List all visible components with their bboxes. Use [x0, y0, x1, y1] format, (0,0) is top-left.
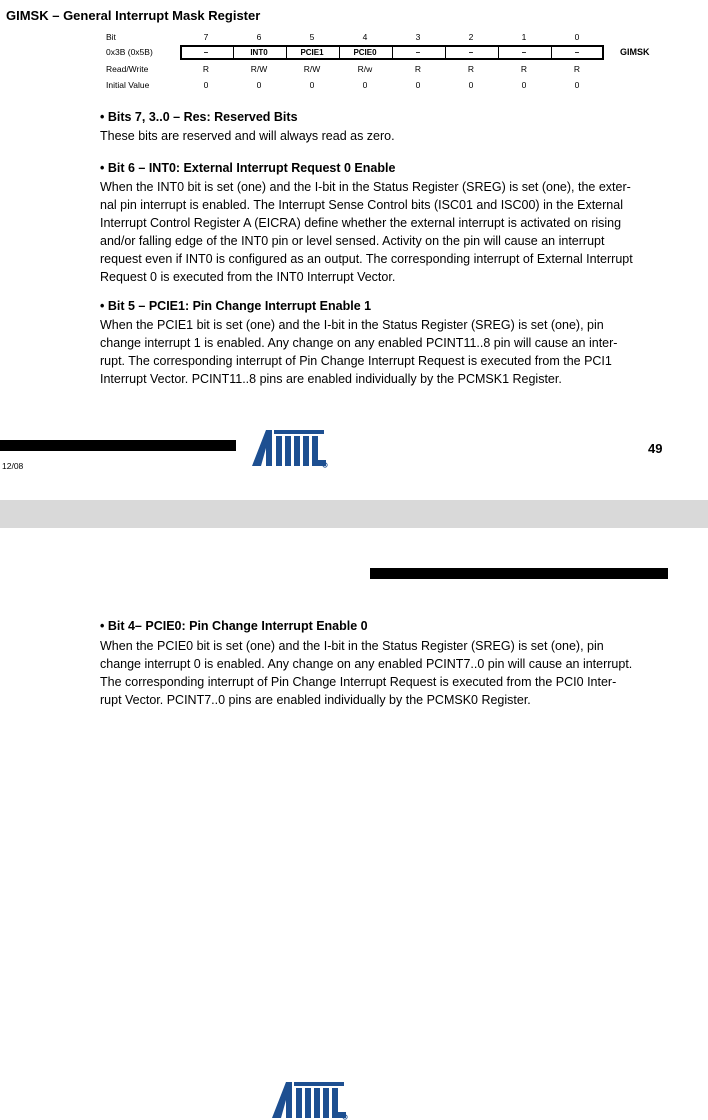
bit-initial-value: 0 — [574, 80, 580, 90]
bit-name: – — [574, 48, 580, 57]
bit-access: R/W — [303, 64, 321, 74]
text-line: request even if INT0 is configured as an output. The corresponding interrupt of External Interrupt — [100, 252, 633, 266]
bit-initial-value: 0 — [256, 80, 262, 90]
register-name: GIMSK — [620, 47, 650, 57]
bit-number: 0 — [574, 32, 580, 42]
text-line: When the PCIE1 bit is set (one) and the I-bit in the Status Register (SREG) is set (one), pin — [100, 318, 604, 332]
register-row-label: Initial Value — [106, 80, 150, 90]
section-title: GIMSK – General Interrupt Mask Register — [6, 8, 261, 23]
bit-initial-value: 0 — [415, 80, 421, 90]
bit5-text — [100, 316, 664, 388]
bit-initial-value: 0 — [362, 80, 368, 90]
footer-date: 12/08 — [2, 461, 24, 471]
text-line: rupt Vector. PCINT7..0 pins are enabled individually by the PCMSK0 Register. — [100, 693, 531, 707]
bit-access: R — [414, 64, 422, 74]
text-line: and/or falling edge of the INT0 pin or level sensed. Activity on the pin will cause an interrupt — [100, 234, 605, 248]
bit-access: R — [520, 64, 528, 74]
bit-access: R — [467, 64, 475, 74]
text-line: change interrupt 0 is enabled. Any change on any enabled PCINT7..0 pin will cause an interrupt. — [100, 657, 633, 671]
text-line: nal pin interrupt is enabled. The Interrupt Sense Control bits (ISC01 and ISC00) in the External — [100, 198, 623, 212]
text-line: Interrupt Control Register A (EICRA) define whether the external interrupt is activated on rising — [100, 216, 622, 230]
reserved-bits-text — [100, 127, 664, 145]
bit-number: 7 — [203, 32, 209, 42]
bit-name: – — [415, 48, 421, 57]
register-row-label: Bit — [106, 32, 116, 42]
text-line: When the PCIE0 bit is set (one) and the I-bit in the Status Register (SREG) is set (one), pin — [100, 639, 604, 653]
text-line: When the INT0 bit is set (one) and the I-bit in the Status Register (SREG) is set (one), the exter- — [100, 180, 631, 194]
text-line: change interrupt 1 is enabled. Any change on any enabled PCINT11..8 pin will cause an inter- — [100, 336, 618, 350]
atmel-logo — [272, 1082, 348, 1120]
bit6-heading: • Bit 6 – INT0: External Interrupt Request 0 Enable — [100, 161, 396, 175]
footer-rule — [0, 440, 236, 451]
bit-number: 3 — [415, 32, 421, 42]
bit4-heading: • Bit 4– PCIE0: Pin Change Interrupt Enable 0 — [100, 619, 368, 633]
header-rule — [370, 568, 668, 579]
bit5-heading: • Bit 5 – PCIE1: Pin Change Interrupt Enable 1 — [100, 299, 372, 313]
bit-name: PCIE0 — [353, 48, 377, 57]
bit-number: 5 — [309, 32, 315, 42]
reserved-bits-heading: • Bits 7, 3..0 – Res: Reserved Bits — [100, 110, 298, 124]
register-row-label: Read/Write — [106, 64, 149, 74]
bit-number: 6 — [256, 32, 262, 42]
text-line: These bits are reserved and will always read as zero. — [100, 129, 395, 143]
bit4-text — [100, 637, 664, 709]
bit-access: R/W — [250, 64, 268, 74]
text-line: Request 0 is executed from the INT0 Interrupt Vector. — [100, 270, 396, 284]
bit-access: R — [202, 64, 210, 74]
bit-number: 4 — [362, 32, 368, 42]
bit-name: – — [521, 48, 527, 57]
page-number: 49 — [648, 441, 663, 456]
text-line: Interrupt Vector. PCINT11..8 pins are enabled individually by the PCMSK1 Register. — [100, 372, 562, 386]
document-page-50 — [0, 528, 708, 719]
text-line: The corresponding interrupt of Pin Change Interrupt Request is executed from the PCI0 Inter- — [100, 675, 617, 689]
bit-initial-value: 0 — [521, 80, 527, 90]
bit-name: – — [203, 48, 209, 57]
page-separator — [0, 500, 708, 528]
bit-access: R — [573, 64, 581, 74]
bit6-text — [100, 178, 664, 286]
bit-name: PCIE1 — [300, 48, 324, 57]
bit-access: R/w — [357, 64, 373, 74]
text-line: rupt. The corresponding interrupt of Pin Change Interrupt Request is executed from the PCI1 — [100, 354, 612, 368]
register-row-label: 0x3B (0x5B) — [106, 47, 153, 57]
bit-name: – — [468, 48, 474, 57]
bit-initial-value: 0 — [309, 80, 315, 90]
document-page-49 — [0, 0, 708, 500]
atmel-logo — [252, 430, 328, 468]
bit-number: 2 — [468, 32, 474, 42]
bit-initial-value: 0 — [468, 80, 474, 90]
bit-initial-value: 0 — [203, 80, 209, 90]
register-bit-box — [180, 45, 604, 60]
bit-number: 1 — [521, 32, 527, 42]
bit-name: INT0 — [250, 48, 268, 57]
